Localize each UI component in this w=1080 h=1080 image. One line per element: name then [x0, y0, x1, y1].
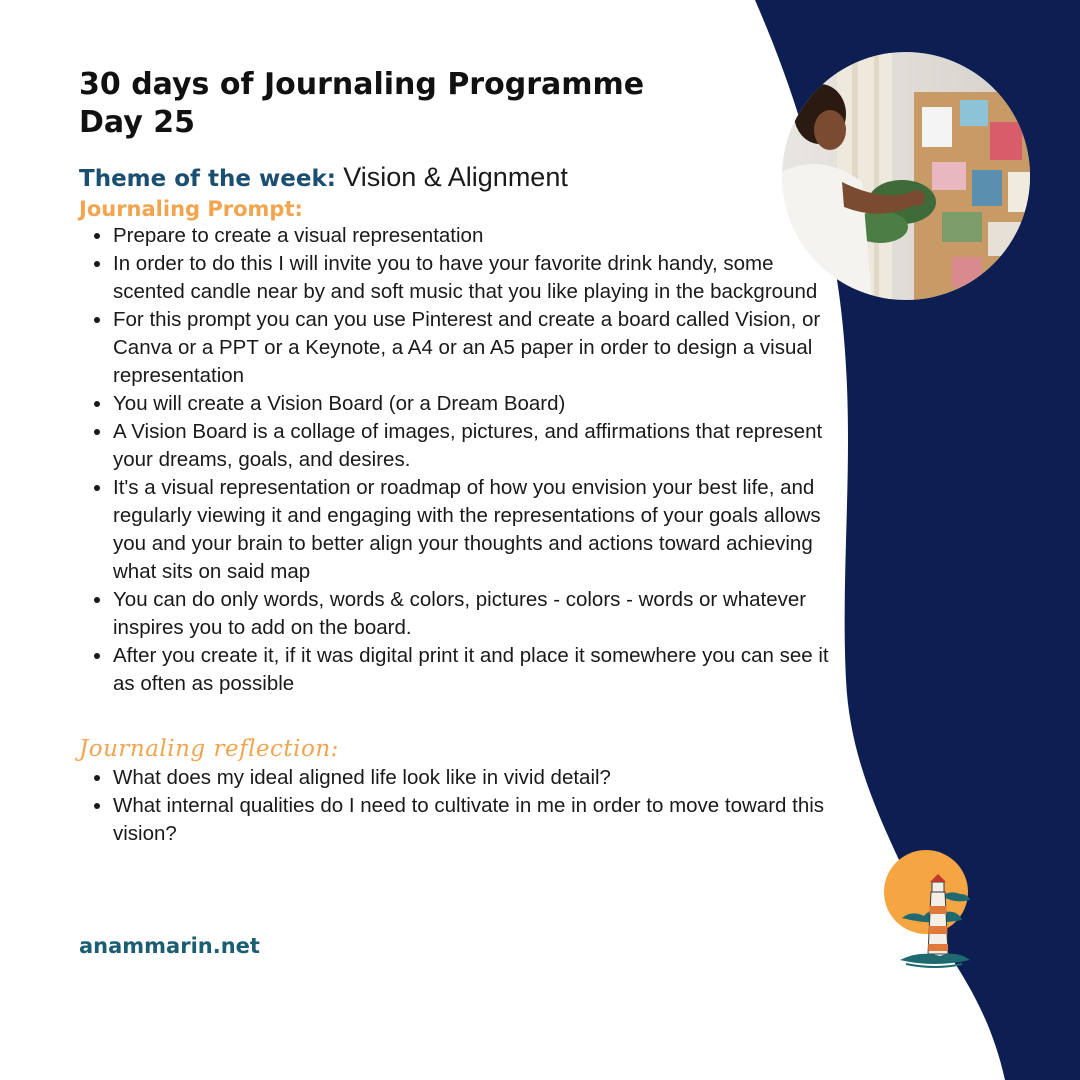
main-content [79, 66, 849, 848]
reflection-list [79, 764, 849, 848]
theme-value: Vision & Alignment [343, 162, 568, 192]
prompt-item: • You will create a Vision Board (or a Dream Board) [113, 390, 849, 418]
prompt-item: • In order to do this I will invite you to have your favorite drink handy, some scented candle near by and soft music that you like playing in the background [113, 250, 849, 306]
lighthouse-icon [884, 848, 974, 970]
title-line-2: Day 25 [79, 105, 195, 140]
prompt-item: • It's a visual representation or roadmap of how you envision your best life, and regularly viewing it and engaging with the representations of your goals allows you and your brain to better align your thoughts and actions toward achieving what sits on said map [113, 474, 849, 586]
lighthouse-logo [884, 848, 974, 970]
reflection-heading: Journaling reflection: [79, 736, 339, 762]
reflection-item: • What internal qualities do I need to cultivate in me in order to move toward this vision? [113, 792, 849, 848]
theme-label: Theme of the week: [79, 166, 336, 192]
title-line-1: 30 days of Journaling Programme [79, 67, 645, 102]
prompt-item: • For this prompt you can you use Pinterest and create a board called Vision, or Canva or a PPT or a Keynote, a A4 or an A5 paper in order to design a visual representation [113, 306, 849, 390]
prompt-heading: Journaling Prompt: [79, 197, 303, 221]
prompt-item: • Prepare to create a visual representation [113, 222, 849, 250]
vision-board-photo [782, 52, 1030, 300]
page-title [79, 66, 849, 142]
reflection-item: • What does my ideal aligned life look like in vivid detail? [113, 764, 849, 792]
prompt-item: • A Vision Board is a collage of images, pictures, and affirmations that represent your dreams, goals, and desires. [113, 418, 849, 474]
prompt-item: • You can do only words, words & colors, pictures - colors - words or whatever inspires you to add on the board. [113, 586, 849, 642]
website-url: anammarin.net [79, 934, 260, 958]
theme-line [79, 162, 849, 194]
photo-image [782, 52, 1030, 300]
prompt-list [79, 222, 849, 698]
prompt-item: • After you create it, if it was digital print it and place it somewhere you can see it as often as possible [113, 642, 849, 698]
